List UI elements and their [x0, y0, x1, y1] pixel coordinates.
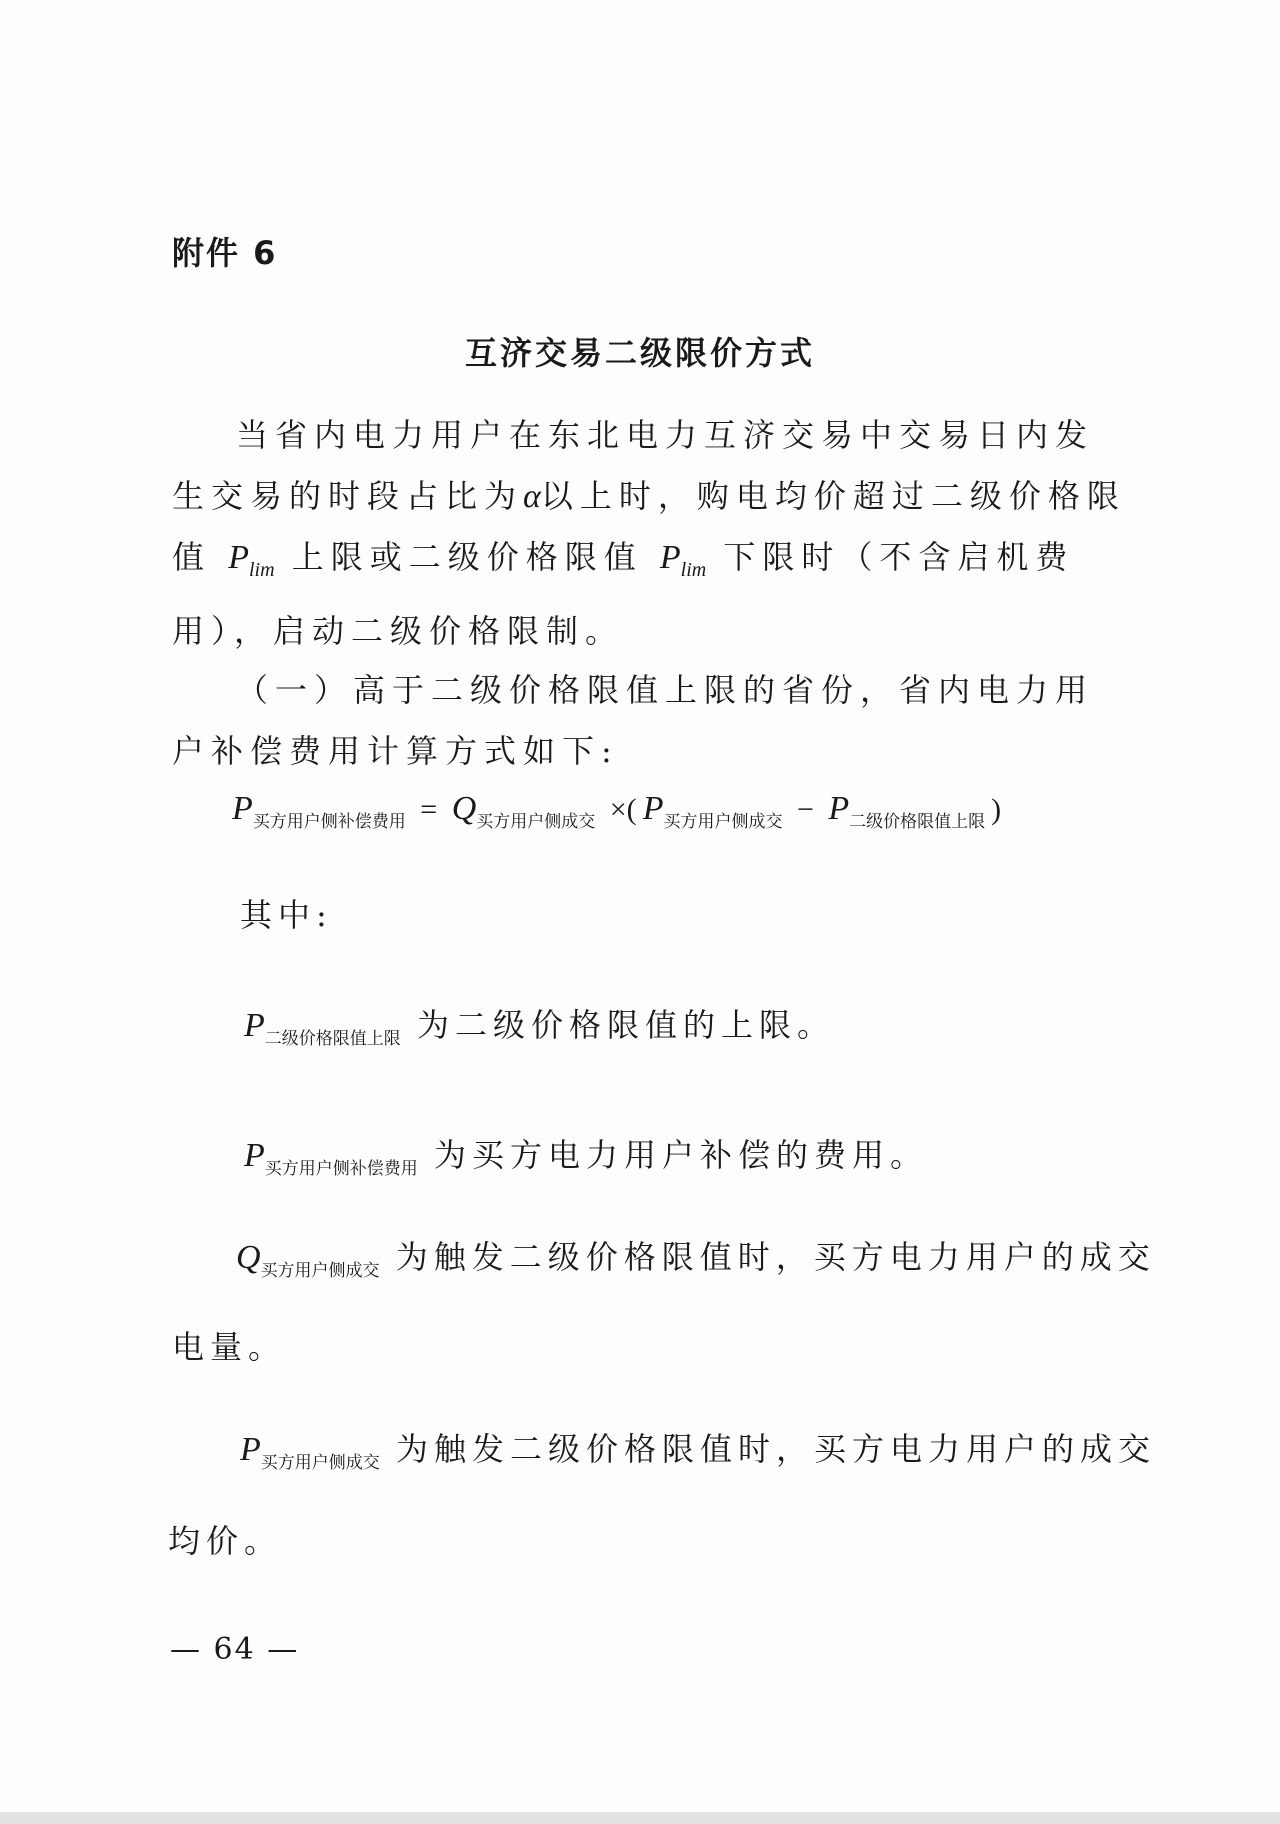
formula-equals: =: [420, 793, 438, 826]
attachment-label: 附件 6: [172, 234, 278, 272]
intro-text-b: 以上时，购电均价超过二级价格限值: [172, 477, 1126, 576]
formula-p-trade: P: [642, 790, 664, 827]
definition-price-cont: 均价。: [168, 1522, 283, 1560]
intro-text-a: 当省内电力用户在东北电力互济交易中交易日内发生交易的时段占比为: [172, 416, 1095, 515]
alpha-symbol: α: [523, 478, 541, 515]
formula-sub-cap: 二级价格限值上限: [849, 812, 986, 832]
scan-edge: [0, 1812, 1280, 1824]
formula-minus: −: [796, 793, 814, 826]
page-number: — 64 —: [170, 1632, 300, 1667]
intro-text-d: 下限时（不含启机费用），启动二级价格限制。: [172, 538, 1075, 650]
p-lim-symbol: $P_{lim}$: [228, 539, 275, 581]
intro-text-c: 上限或二级价格限值: [274, 538, 660, 576]
formula-p-cap: P: [828, 790, 850, 827]
document-title: 互济交易二级限价方式: [464, 334, 815, 372]
definition-compensation: $P_{买方用户侧补偿费用}$ 为买方电力用户补偿的费用。: [244, 1136, 928, 1179]
definition-price: $P_{买方用户侧成交}$ 为触发二级价格限值时，买方电力用户的成交: [240, 1430, 1156, 1473]
section-one-text: （一）高于二级价格限值上限的省份，省内电力用户补偿费用计算方式如下:: [172, 671, 1095, 770]
formula-q-trade: Q: [451, 790, 477, 827]
formula-times: ×(: [609, 793, 637, 826]
definition-quantity: $Q_{买方用户侧成交}$ 为触发二级价格限值时，买方电力用户的成交: [236, 1238, 1156, 1281]
paragraph-intro: [172, 405, 1132, 662]
formula-sub-trade-q: 买方用户侧成交: [476, 812, 596, 832]
where-label: 其中:: [240, 896, 333, 934]
definition-cap: $P_{二级价格限值上限}$ 为二级价格限值的上限。: [244, 1006, 835, 1049]
definition-quantity-cont: 电量。: [172, 1328, 287, 1366]
p-lim-symbol-2: $P_{lim}$: [659, 539, 707, 581]
formula-p-comp: P: [232, 790, 253, 827]
formula-sub-comp: 买方用户侧补偿费用: [252, 812, 406, 832]
compensation-formula: [232, 790, 1007, 832]
formula-sub-trade-p: 买方用户侧成交: [663, 812, 783, 832]
formula-close: ): [991, 793, 1002, 826]
paragraph-section-one: [172, 660, 1132, 782]
